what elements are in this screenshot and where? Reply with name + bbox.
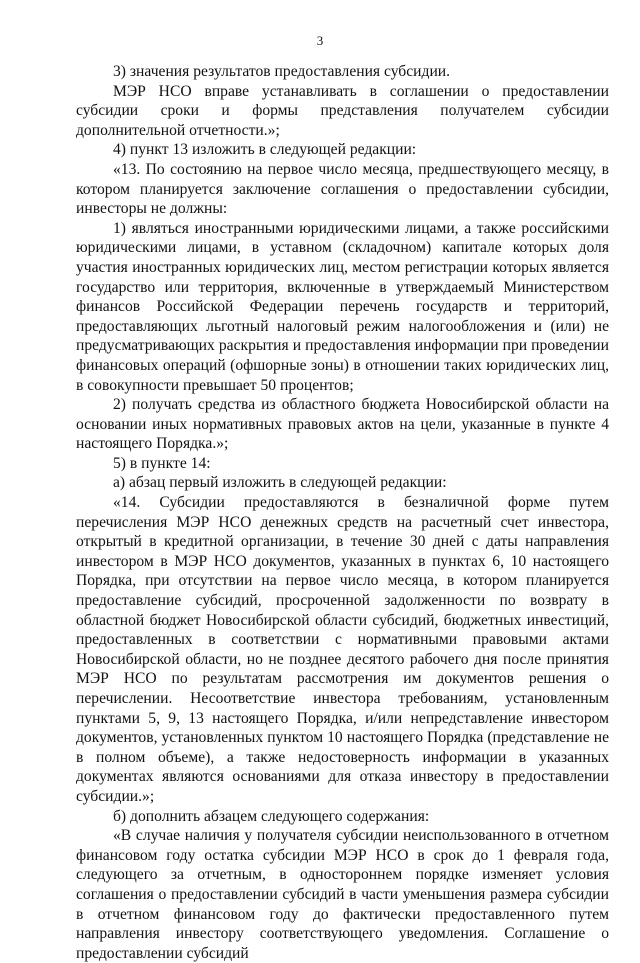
paragraph-unused-balance: «В случае наличия у получателя субсидии неиспользованного в отчетном финансовом году остатка субсидии МЭР НСО в срок до 1 февраля года, следующего за отчетным, в одностороннем порядке изменяет условия соглашения о предоставлении субсидий в части уменьшения размера субсидии в отчетном финансовом году до фактически предоставленного путем направления инвестору соответствующего уведомления. Соглашение о предоставлении субсидий bbox=[76, 827, 609, 962]
paragraph-sub-a: а) абзац первый изложить в следующей редакции: bbox=[113, 474, 447, 492]
paragraph-clause-13: «13. По состоянию на первое число месяца, предшествующего месяцу, в котором планируется заключение соглашения о предоставлении субсидии, инвесторы не должны: bbox=[76, 160, 609, 218]
paragraph-item-4: 4) пункт 13 изложить в следующей редакции: bbox=[113, 141, 417, 159]
paragraph-results-values: 3) значения результатов предоставления субсидии. bbox=[113, 63, 451, 80]
paragraph-sub-b: б) дополнить абзацем следующего содержания: bbox=[113, 807, 430, 825]
paragraph-clause-13-sub-2: 2) получать средства из областного бюджета Новосибирской области на основании иных нормативных правовых актов на цели, указанные в пункте 4 настоящего Порядка.»; bbox=[76, 396, 609, 453]
paragraph-item-5: 5) в пункте 14: bbox=[113, 454, 211, 472]
paragraph-clause-13-sub-1: 1) являться иностранными юридическими лицами, а также российскими юридическими лицами, в уставном (складочном) капитале которых доля участия иностранных юридических лиц, местом регистрации которых является государство или территория, включенные в утверждаемый Министерством финансов Российской Федерации перечень государств и территорий, предоставляющих льготный налоговый режим налогообложения и (или) не предусматривающих раскрытия и предоставления информации при проведении финансовых операций (офшорные зоны) в отношении таких юридических лиц, в совокупности превышает 50 процентов; bbox=[76, 219, 609, 394]
page-number: 3 bbox=[316, 33, 324, 48]
document-body bbox=[76, 62, 609, 963]
paragraph-additional-reporting: МЭР НСО вправе устанавливать в соглашении о предоставлении субсидии сроки и формы представления получателем субсидии дополнительной отчетности.»; bbox=[76, 82, 609, 139]
paragraph-clause-14: «14. Субсидии предоставляются в безналичной форме путем перечисления МЭР НСО денежных средств на расчетный счет инвестора, открытый в кредитной организации, в течение 30 дней с даты направления инвестором в МЭР НСО документов, указанных в пунктах 6, 10 настоящего Порядка, при отсутствии на первое число месяца, в котором планируется предоставление субсидий, просроченной задолженности по возврату в областной бюджет Новосибирской области субсидий, бюджетных инвестиций, предоставленных в соответствии с нормативными правовыми актами Новосибирской области, но не позднее десятого рабочего дня после принятия МЭР НСО по результатам рассмотрения им документов решения о перечислении. Несоответствие инвестора требованиям, установленным пунктами 5, 9, 13 настоящего Порядка, и/или непредставление инвестором документов, установленных пунктом 10 настоящего Порядка (представление не в полном объеме), а также недостоверность информации в указанных документах являются основаниями для отказа инвестору в предоставлении субсидии.»; bbox=[76, 494, 609, 805]
